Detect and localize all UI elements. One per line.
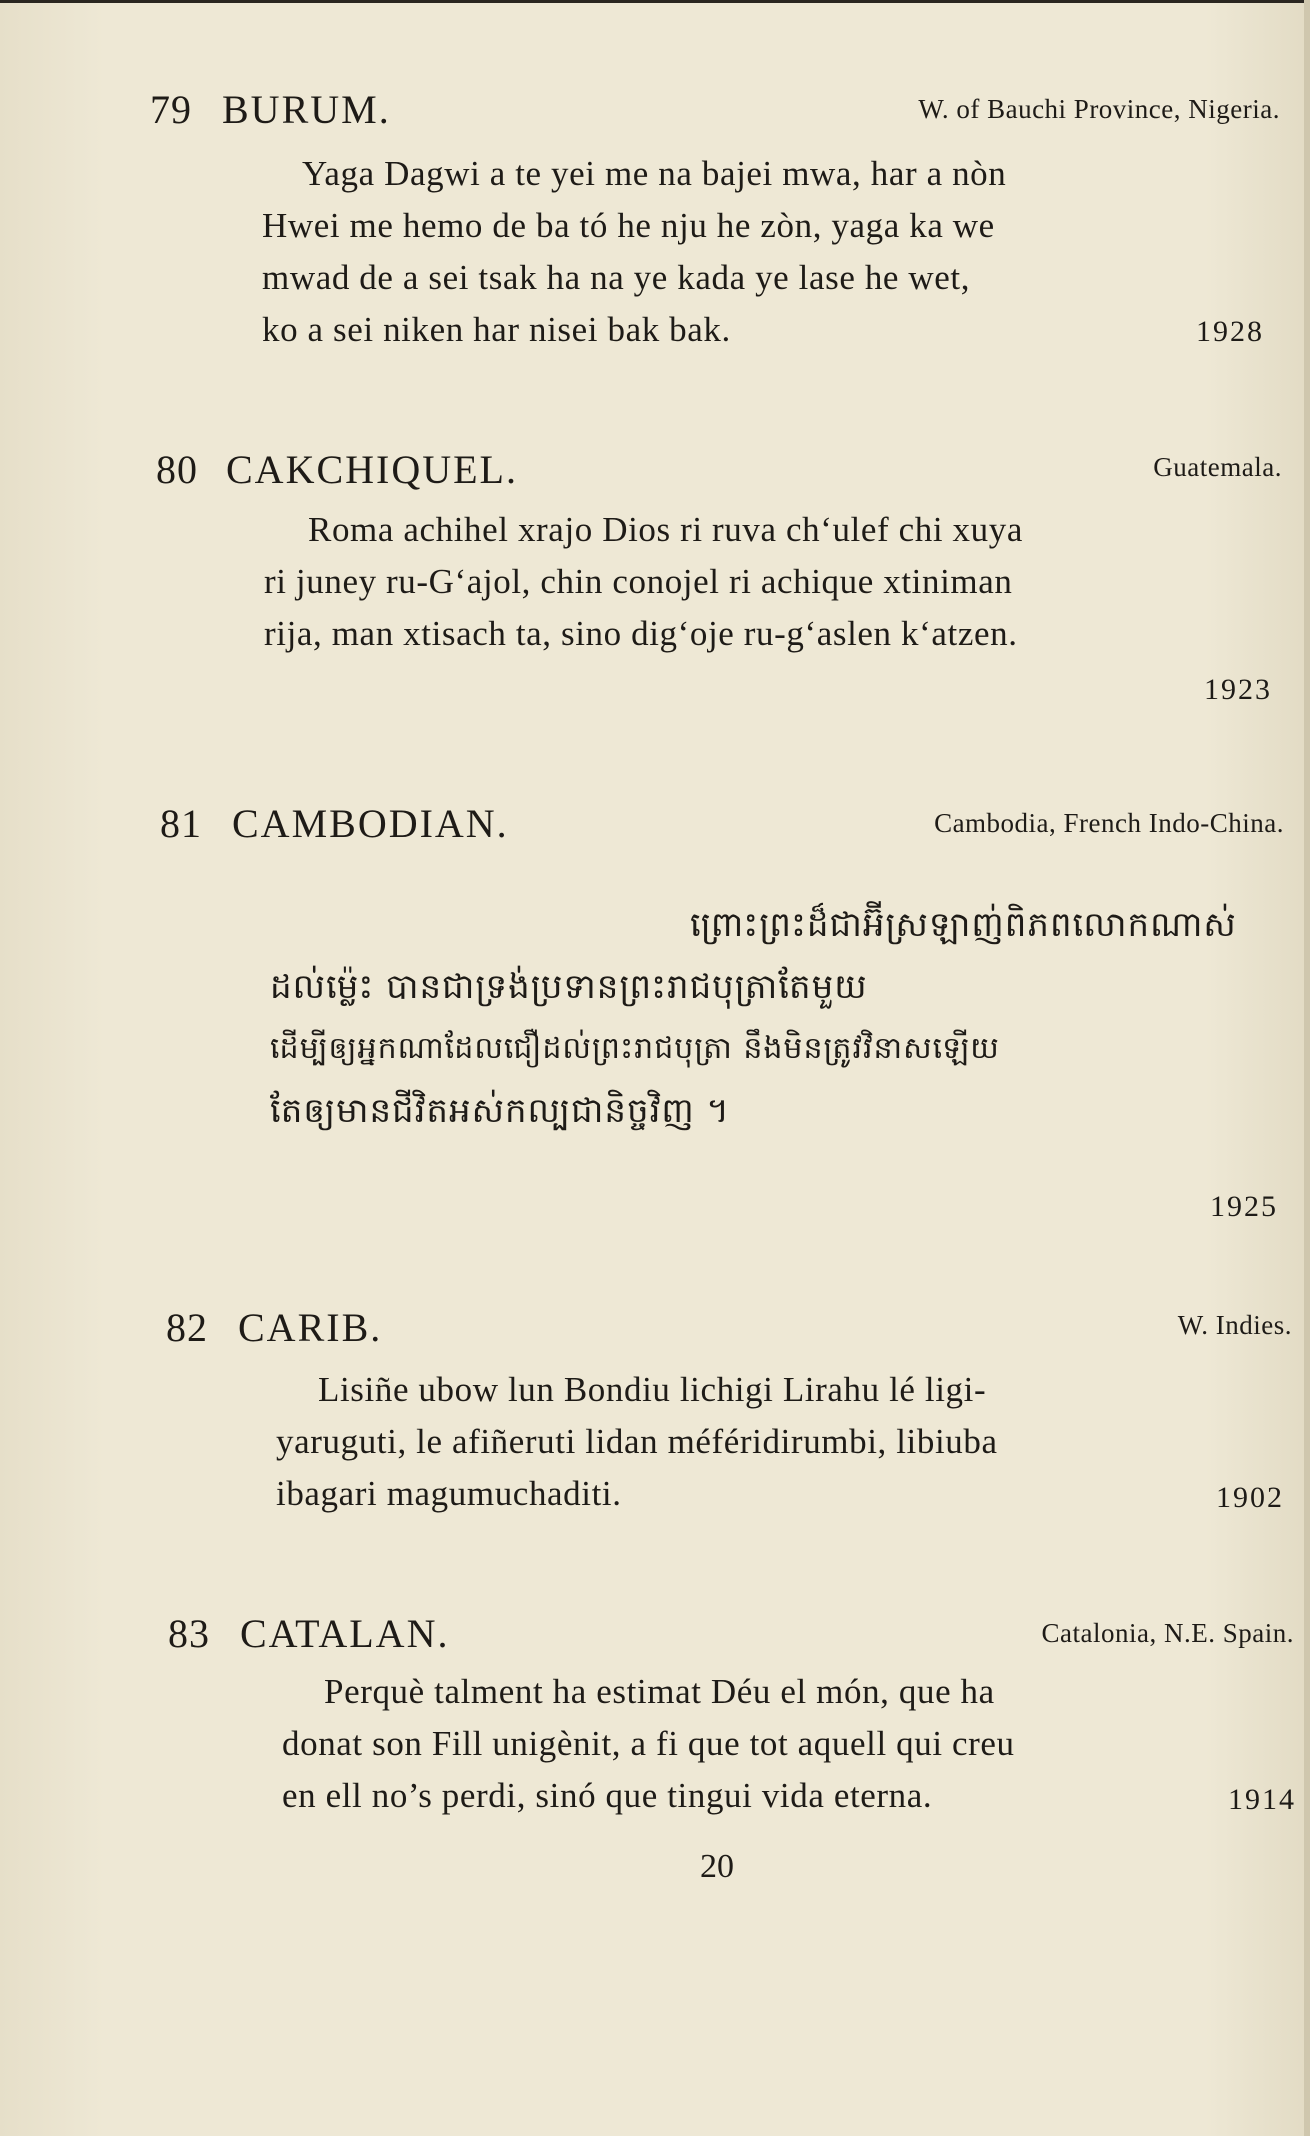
verse-line: en ell no’s perdi, sinó que tingui vida eterna.: [282, 1776, 933, 1815]
verse-text-khmer: [270, 894, 1278, 1223]
year: 1928: [1196, 315, 1264, 348]
verse-line: តែឲ្យមានជីវិតអស់កល្បជានិច្ចវិញ ។: [270, 1091, 730, 1131]
year: 1914: [1228, 1783, 1296, 1816]
verse-line: Roma achihel xrajo Dios ri ruva ch‘ulef chi xuya: [308, 510, 1023, 549]
verse-line: rija, man xtisach ta, sino dig‘oje ru-g‘aslen k‘atzen.: [264, 614, 1018, 653]
entry-79: [150, 86, 1280, 356]
entry-number: 82: [166, 1305, 208, 1350]
region-label: W. of Bauchi Province, Nigeria.: [918, 94, 1280, 124]
entry-heading: [150, 86, 1280, 142]
language-name: CATALAN.: [240, 1611, 450, 1656]
page-number: 20: [700, 1848, 734, 1885]
year: 1902: [1216, 1481, 1284, 1514]
entry-number: 80: [156, 447, 198, 492]
entry-81: [160, 800, 1284, 1223]
region-label: Guatemala.: [1153, 452, 1282, 482]
language-name: CAMBODIAN.: [232, 801, 509, 846]
verse-line: Perquè talment ha estimat Déu el món, que ha: [324, 1672, 995, 1711]
region-label: Cambodia, French Indo-China.: [934, 808, 1284, 838]
entry-number: 81: [160, 801, 202, 846]
entry-number: 83: [168, 1611, 210, 1656]
language-name: CAKCHIQUEL.: [226, 447, 518, 492]
entry-82: [166, 1304, 1292, 1520]
verse-line: ព្រោះព្រះដ៏ជាអ៊ី​ស្រឡាញ់​ពិភព​លោក​ណាស់: [690, 905, 1237, 945]
language-name: BURUM.: [222, 87, 391, 132]
verse-line: Lisiñe ubow lun Bondiu lichigi Lirahu lé ligi-: [318, 1370, 987, 1409]
entry-heading: [166, 1304, 1292, 1360]
entry-heading: [160, 800, 1284, 856]
verse-line: ri juney ru-G‘ajol, chin conojel ri achique xtiniman: [264, 562, 1013, 601]
top-rule: [0, 0, 1310, 3]
region-label: W. Indies.: [1177, 1310, 1292, 1340]
verse-line: donat son Fill unigènit, a fi que tot aquell qui creu: [282, 1724, 1015, 1763]
verse-line: ibagari magumuchaditi.: [276, 1474, 622, 1513]
entry-number: 79: [150, 87, 192, 132]
verse-line: ដើម្បីឲ្យអ្នកណាដែលជឿដល់ព្រះរាជបុត្រា នឹងមិនត្រូវវិនាសឡើយ: [270, 1031, 1000, 1066]
year: 1925: [1210, 1190, 1278, 1223]
entry-heading: [168, 1610, 1294, 1666]
verse-line: Hwei me hemo de ba tó he nju he zòn, yaga ka we: [262, 206, 995, 245]
verse-line: ដល់ម្ល៉េះ បានជាទ្រង់ប្រទានព្រះរាជបុត្រាតែមួយ: [270, 967, 868, 1007]
entry-80: [156, 446, 1282, 706]
verse-line: Yaga Dagwi a te yei me na bajei mwa, har a nòn: [302, 154, 1007, 193]
verse-text: [276, 1364, 1284, 1520]
verse-text: [264, 504, 1272, 706]
verse-line: yaruguti, le afiñeruti lidan méféridirumbi, libiuba: [276, 1422, 998, 1461]
language-name: CARIB.: [238, 1305, 383, 1350]
entry-83: [168, 1610, 1294, 1822]
verse-line: mwad de a sei tsak ha na ye kada ye lase he wet,: [262, 258, 971, 297]
entry-heading: [156, 446, 1282, 502]
page-edge: [1304, 0, 1310, 2136]
region-label: Catalonia, N.E. Spain.: [1041, 1618, 1294, 1648]
verse-text: [262, 148, 1262, 356]
year: 1923: [1204, 673, 1272, 706]
verse-line: ko a sei niken har nisei bak bak.: [262, 310, 731, 349]
verse-text: [282, 1666, 1296, 1822]
